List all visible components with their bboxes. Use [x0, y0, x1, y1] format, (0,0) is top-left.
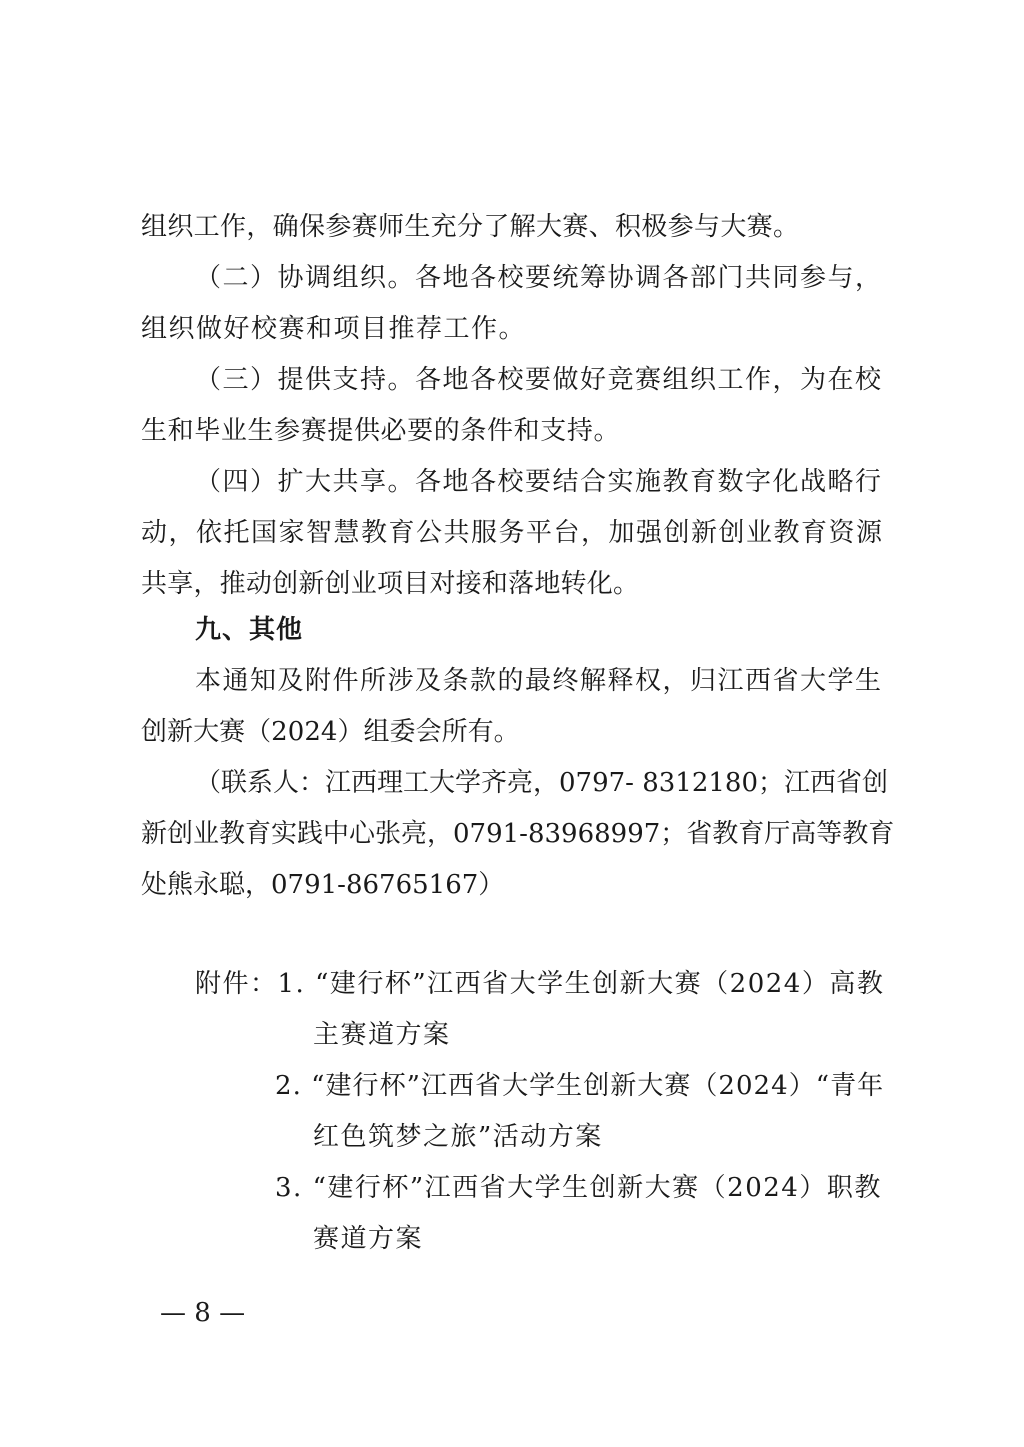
attachment-item: 3. “建行杯”江西省大学生创新大赛（2024）职教 [275, 1173, 882, 1203]
contact-line: （联系人：江西理工大学齐亮，0797- 8312180；江西省创 [195, 768, 889, 798]
body-line: 生和毕业生参赛提供必要的条件和支持。 [141, 416, 621, 446]
body-line: （四）扩大共享。各地各校要结合实施教育数字化战略行 [195, 467, 883, 497]
body-line: 组织工作，确保参赛师生充分了解大赛、积极参与大赛。 [141, 212, 800, 242]
attachment-item: 主赛道方案 [313, 1020, 451, 1050]
attachment-item: 赛道方案 [313, 1224, 424, 1254]
contact-line: 处熊永聪，0791-86765167） [141, 870, 505, 900]
body-line: 本通知及附件所涉及条款的最终解释权，归江西省大学生 [195, 666, 883, 696]
page-number: — 8 — [160, 1298, 246, 1328]
body-line: 动，依托国家智慧教育公共服务平台，加强创新创业教育资源 [141, 518, 884, 548]
body-line: 组织做好校赛和项目推荐工作。 [141, 314, 527, 344]
section-heading: 九、其他 [195, 615, 304, 645]
body-line: 共享，推动创新创业项目对接和落地转化。 [141, 569, 640, 599]
contact-line: 新创业教育实践中心张亮，0791-83968997；省教育厅高等教育 [141, 819, 895, 849]
attachment-item: 红色筑梦之旅”活动方案 [313, 1122, 603, 1152]
attachment-item: 附件：1. “建行杯”江西省大学生创新大赛（2024）高教 [195, 969, 885, 999]
body-line: （三）提供支持。各地各校要做好竞赛组织工作，为在校 [195, 365, 883, 395]
body-line: （二）协调组织。各地各校要统筹协调各部门共同参与， [195, 263, 883, 293]
attachment-item: 2. “建行杯”江西省大学生创新大赛（2024）“青年 [275, 1071, 885, 1101]
body-line: 创新大赛（2024）组委会所有。 [141, 717, 520, 747]
